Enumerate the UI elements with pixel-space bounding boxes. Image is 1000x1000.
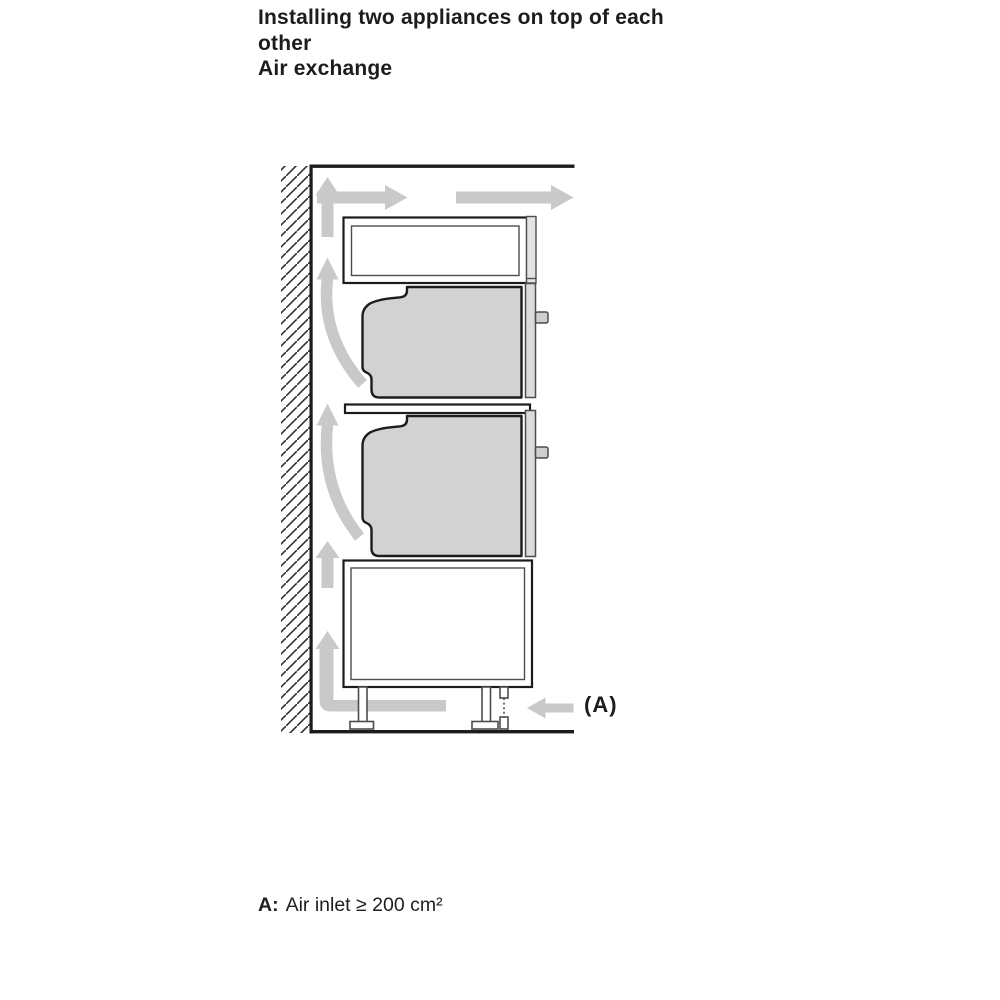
left-leg-foot: [350, 722, 374, 730]
page-title: [258, 5, 664, 82]
right-leg: [482, 687, 491, 722]
upper-appliance-handle: [536, 312, 549, 323]
lower-appliance: [363, 411, 549, 557]
wall-edge-line: [310, 165, 313, 734]
airflow-right-arrow-long: [456, 185, 574, 210]
plinth-air-gap: [500, 687, 508, 729]
upper-appliance: [363, 284, 549, 398]
lower-appliance-handle: [536, 447, 549, 458]
legend-key: A:: [258, 894, 279, 916]
title-line-1: Installing two appliances on top of each: [258, 6, 664, 29]
left-leg: [359, 687, 368, 722]
floor-line: [310, 730, 575, 733]
upper-appliance-door: [526, 284, 536, 398]
airflow-up-arrow-top: [316, 177, 340, 237]
lower-appliance-body: [363, 416, 522, 556]
upper-cabinet-side-panel: [527, 217, 537, 284]
air-inlet-arrow: [527, 698, 574, 719]
base-cabinet: [344, 561, 533, 688]
upper-appliance-body: [363, 287, 522, 398]
right-leg-foot: [472, 722, 498, 730]
upper-cabinet: [344, 217, 537, 284]
airflow-up-arrow-middle: [316, 541, 340, 588]
lower-appliance-door: [526, 411, 536, 557]
wall-hatching: [281, 166, 310, 733]
worktop-line: [310, 165, 575, 168]
airflow-curved-arrow-lower: [317, 404, 360, 538]
air-exchange-diagram: [270, 150, 690, 770]
legend-text: Air inlet ≥ 200 cm²: [285, 894, 443, 916]
title-line-3: Air exchange: [258, 57, 393, 80]
divider-shelf: [345, 405, 530, 414]
air-inlet-point-label: (A): [584, 692, 618, 717]
title-line-2: other: [258, 31, 312, 55]
legend-caption: [258, 894, 443, 917]
